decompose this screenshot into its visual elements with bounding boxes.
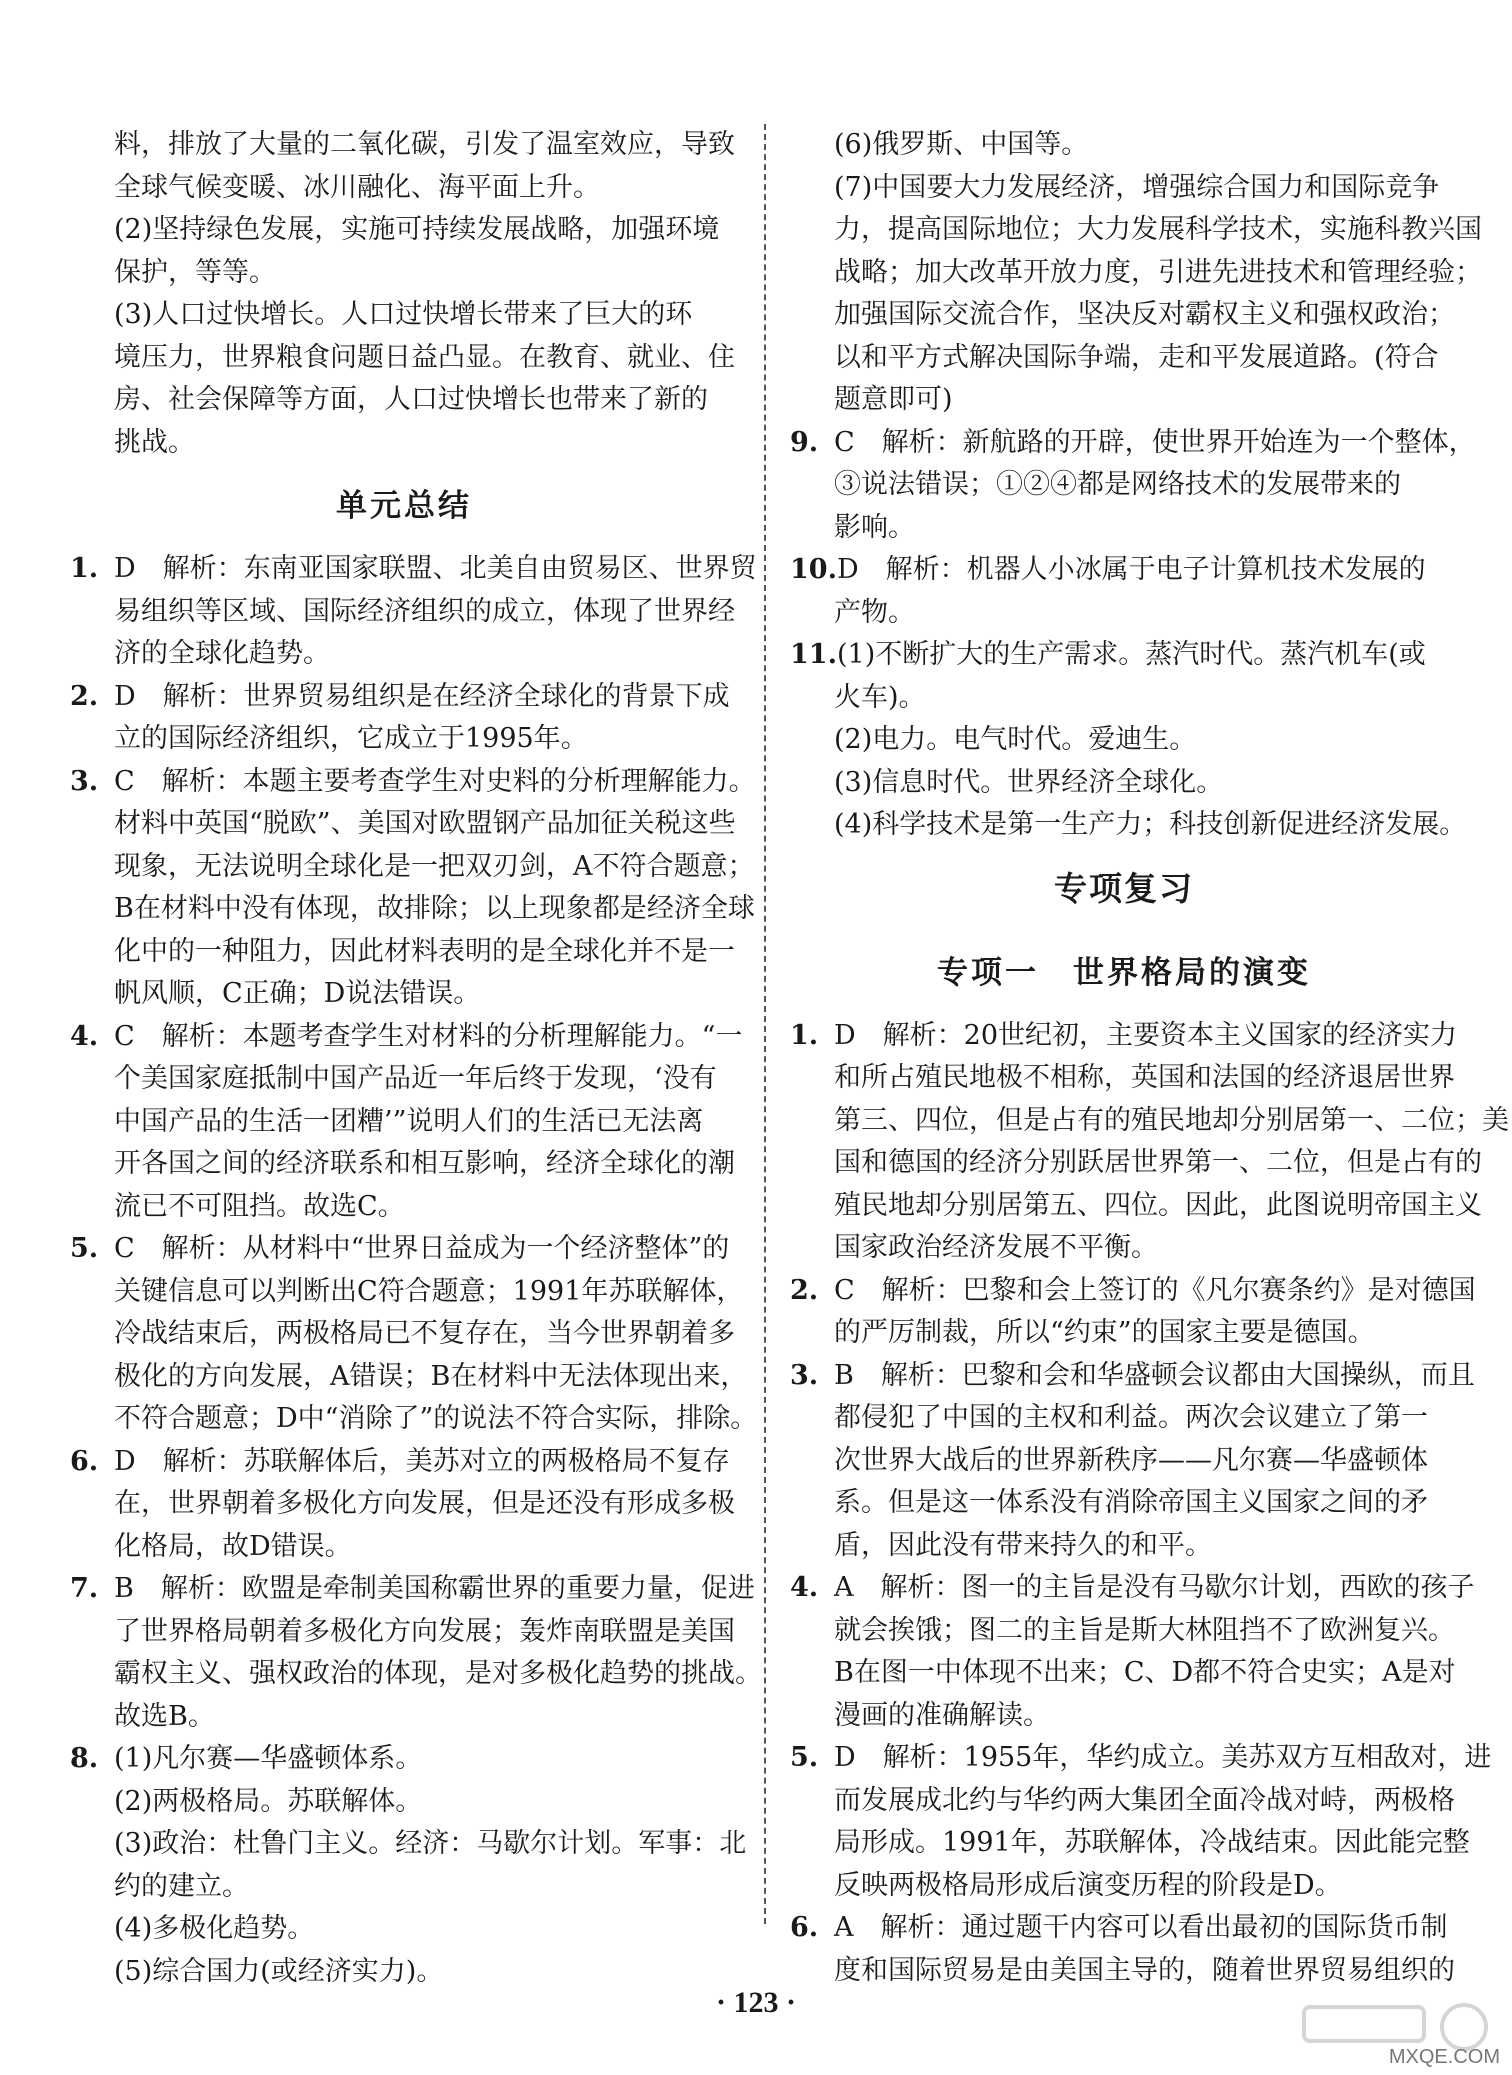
- text-line: [790, 592, 1458, 635]
- text-line: [790, 1227, 1458, 1270]
- text-line: [790, 1440, 1458, 1483]
- text-line: [790, 1525, 1458, 1568]
- line-text: B在材料中没有体现，故排除；以上现象都是经济全球: [114, 893, 755, 924]
- text-line: [790, 464, 1458, 507]
- line-text: D 解析：20世纪初，主要资本主义国家的经济实力: [834, 1019, 1458, 1051]
- line-text: 战略；加大改革开放力度，引进先进技术和管理经验；: [834, 256, 1482, 288]
- line-text: 个美国家庭抵制中国产品近一年后终于发现，‘没有: [114, 1063, 717, 1094]
- text-line: [70, 888, 755, 931]
- text-line: [70, 252, 738, 295]
- question-number: 7.: [70, 1573, 99, 1604]
- text-line: [70, 803, 738, 846]
- right-column: [790, 124, 1509, 1992]
- line-text: A 解析：通过题干内容可以看出最初的国际货币制: [834, 1912, 1448, 1943]
- text-line: [70, 1271, 744, 1314]
- text-line: [70, 1143, 738, 1186]
- line-text: 在，世界朝着多极化方向发展，但是还没有形成多极: [114, 1488, 735, 1519]
- text-line: [70, 1908, 738, 1951]
- text-line: [70, 1653, 762, 1696]
- section-heading: 专项一 世界格局的演变: [937, 954, 1311, 991]
- column-divider: [764, 124, 766, 1924]
- text-line: [790, 1312, 1458, 1355]
- text-line: [70, 422, 738, 465]
- line-text: 房、社会保障等方面，人口过快增长也带来了新的: [114, 384, 708, 415]
- question-number: 3.: [70, 765, 99, 797]
- text-line: [790, 422, 1476, 465]
- text-line: [70, 1398, 758, 1441]
- question-number: 11.: [790, 639, 837, 670]
- line-text: (3)信息时代。世界经济全球化。: [834, 766, 1224, 798]
- text-line: [790, 1610, 1458, 1653]
- line-text: 而发展成北约与华约两大集团全面冷战对峙，两极格: [834, 1784, 1455, 1816]
- line-text: D 解析：世界贸易组织是在经济全球化的背景下成: [114, 680, 730, 712]
- text-line: [70, 1356, 748, 1399]
- text-line: [70, 718, 738, 761]
- line-text: 产物。: [834, 596, 915, 628]
- line-text: 现象，无法说明全球化是一把双刃剑，A不符合题意；: [114, 850, 755, 882]
- text-line: [70, 1313, 738, 1356]
- line-text: (5)综合国力(或经济实力)。: [114, 1955, 444, 1987]
- text-line: [70, 1101, 738, 1144]
- text-line: [790, 1015, 1458, 1058]
- line-text: C 解析：巴黎和会上签订的《凡尔赛条约》是对德国: [834, 1274, 1476, 1306]
- text-line: [790, 1695, 1458, 1738]
- line-text: 故选B。: [114, 1700, 215, 1732]
- text-line: [70, 973, 738, 1016]
- line-text: (2)电力。电气时代。爱迪生。: [834, 724, 1197, 755]
- line-text: (3)政治：杜鲁门主义。经济：马歇尔计划。军事：北: [114, 1828, 747, 1859]
- question-number: 6.: [790, 1912, 819, 1943]
- text-line: [790, 507, 1458, 550]
- line-text: 力，提高国际地位；大力发展科学技术，实施科教兴国: [834, 214, 1482, 245]
- line-text: 国和德国的经济分别跃居世界第一、二位，但是占有的: [834, 1147, 1482, 1178]
- line-text: 材料中英国“脱欧”、美国对欧盟钢产品加征关税这些: [114, 808, 736, 839]
- text-line: [790, 804, 1467, 847]
- line-text: 和所占殖民地极不相称，英国和法国的经济退居世界: [834, 1062, 1455, 1093]
- text-line: [70, 1823, 747, 1866]
- line-text: 易组织等区域、国际经济组织的成立，体现了世界经: [114, 595, 735, 627]
- text-line: [70, 931, 738, 974]
- line-text: (4)多极化趋势。: [114, 1913, 315, 1944]
- text-line: [70, 1866, 738, 1909]
- line-text: ③说法错误；①②④都是网络技术的发展带来的: [834, 469, 1401, 500]
- text-line: [790, 1355, 1475, 1398]
- line-text: (7)中国要大力发展经济，增强综合国力和国际竞争: [834, 171, 1440, 203]
- question-number: 1.: [790, 1019, 819, 1051]
- line-text: (6)俄罗斯、中国等。: [834, 129, 1089, 160]
- text-line: [70, 1568, 755, 1611]
- text-line: [70, 294, 738, 337]
- line-text: 流已不可阻挡。故选C。: [114, 1190, 405, 1222]
- question-number: 6.: [70, 1445, 99, 1477]
- page-number: · 123 ·: [715, 1986, 796, 2019]
- text-line: [70, 1228, 738, 1271]
- text-line: [790, 167, 1458, 210]
- text-line: [70, 379, 738, 422]
- line-text: 就会挨饿；图二的主旨是斯大林阻挡不了欧洲复兴。: [834, 1614, 1455, 1646]
- line-text: (1)不断扩大的生产需求。蒸汽时代。蒸汽机车(或: [836, 639, 1426, 670]
- line-text: 化中的一种阻力，因此材料表明的是全球化并不是一: [114, 935, 735, 967]
- text-line: [790, 209, 1482, 252]
- text-line: [790, 124, 1458, 167]
- line-text: 开各国之间的经济联系和相互影响，经济全球化的潮: [114, 1148, 735, 1179]
- line-text: 殖民地却分别居第五、四位。因此，此图说明帝国主义: [834, 1189, 1482, 1221]
- line-text: 漫画的准确解读。: [834, 1699, 1050, 1731]
- text-line: [790, 677, 1458, 720]
- text-line: [790, 1907, 1458, 1950]
- line-text: 度和国际贸易是由美国主导的，随着世界贸易组织的: [834, 1954, 1455, 1986]
- text-line: [790, 634, 1458, 677]
- text-line: [70, 1483, 738, 1526]
- line-text: 影响。: [834, 511, 915, 543]
- text-line: [70, 1058, 738, 1101]
- text-line: [70, 676, 738, 719]
- text-line: [70, 1611, 738, 1654]
- text-line: [790, 1780, 1458, 1823]
- text-line: [790, 1057, 1458, 1100]
- text-line: [790, 1822, 1470, 1865]
- text-line: [70, 761, 756, 804]
- line-text: (1)凡尔赛—华盛顿体系。: [114, 1743, 423, 1774]
- line-text: A 解析：图一的主旨是没有马歇尔计划，西欧的孩子: [834, 1572, 1475, 1603]
- line-text: 盾，因此没有带来持久的和平。: [834, 1529, 1212, 1561]
- line-text: 关键信息可以判断出C符合题意；1991年苏联解体，: [114, 1275, 744, 1307]
- text-line: [790, 294, 1458, 337]
- text-line: [70, 1016, 743, 1059]
- text-line: [790, 1142, 1482, 1185]
- line-text: 反映两极格局形成后演变历程的阶段是D。: [834, 1869, 1342, 1901]
- line-text: C 解析：从材料中“世界日益成为一个经济整体”的: [114, 1233, 730, 1264]
- text-line: [70, 1696, 738, 1739]
- line-text: C 解析：本题考查学生对材料的分析理解能力。“一: [114, 1020, 743, 1052]
- text-line: [70, 209, 738, 252]
- line-text: D 解析：苏联解体后，美苏对立的两极格局不复存: [114, 1445, 730, 1477]
- question-number: 4.: [70, 1020, 99, 1052]
- text-line: [790, 1567, 1475, 1610]
- question-number: 10.: [790, 554, 837, 585]
- text-line: [70, 591, 738, 634]
- line-text: (4)科学技术是第一生产力；科技创新促进经济发展。: [834, 809, 1467, 840]
- text-line: [790, 549, 1458, 592]
- line-text: 以和平方式解决国际争端，走和平发展道路。(符合: [834, 341, 1439, 373]
- line-text: C 解析：新航路的开辟，使世界开始连为一个整体，: [834, 426, 1476, 458]
- text-line: [790, 1185, 1482, 1228]
- question-number: 4.: [790, 1572, 819, 1603]
- section-heading: 专项复习: [1054, 868, 1194, 908]
- text-line: [70, 337, 738, 380]
- line-text: 中国产品的生活一团糟’”说明人们的生活已无法离: [114, 1105, 704, 1137]
- text-line: [70, 167, 738, 210]
- text-line: [790, 1482, 1458, 1525]
- line-text: 都侵犯了中国的主权和利益。两次会议建立了第一: [834, 1402, 1428, 1433]
- line-text: B 解析：欧盟是牵制美国称霸世界的重要力量，促进: [114, 1573, 755, 1604]
- question-number: 3.: [790, 1359, 819, 1391]
- text-line: [70, 1781, 738, 1824]
- line-text: 不符合题意；D中“消除了”的说法不符合实际，排除。: [114, 1403, 758, 1434]
- text-line: [70, 1738, 738, 1781]
- text-line: [70, 548, 757, 591]
- line-text: 济的全球化趋势。: [114, 638, 330, 669]
- text-line: [70, 1526, 738, 1569]
- text-line: [790, 379, 1458, 422]
- line-text: 保护，等等。: [114, 256, 276, 288]
- text-line: [790, 1397, 1458, 1440]
- section-heading: 单元总结: [336, 488, 472, 524]
- text-line: [790, 1270, 1476, 1313]
- line-text: 全球气候变暖、冰川融化、海平面上升。: [114, 171, 600, 203]
- text-line: [70, 1441, 738, 1484]
- line-text: 国家政治经济发展不平衡。: [834, 1232, 1158, 1263]
- line-text: 了世界格局朝着多极化方向发展；轰炸南联盟是美国: [114, 1615, 735, 1647]
- text-line: [790, 252, 1482, 295]
- line-text: 挑战。: [114, 426, 195, 458]
- line-text: D 解析：机器人小冰属于电子计算机技术发展的: [836, 554, 1426, 585]
- question-number: 2.: [790, 1274, 819, 1306]
- text-line: [70, 846, 755, 889]
- line-text: 的严厉制裁，所以“约束”的国家主要是德国。: [834, 1317, 1375, 1348]
- line-text: 极化的方向发展，A错误；B在材料中无法体现出来，: [114, 1360, 748, 1392]
- line-text: 立的国际经济组织，它成立于1995年。: [114, 723, 588, 754]
- line-text: B在图一中体现不出来；C、D都不符合史实；A是对: [834, 1657, 1456, 1688]
- line-text: C 解析：本题主要考查学生对史料的分析理解能力。: [114, 765, 756, 797]
- watermark-text: MXQE.COM: [1388, 2046, 1500, 2068]
- line-text: 化格局，故D错误。: [114, 1530, 352, 1562]
- text-line: [790, 1737, 1492, 1780]
- text-line: [70, 633, 738, 676]
- question-number: 5.: [70, 1233, 99, 1264]
- question-number: 2.: [70, 680, 99, 712]
- text-line: [70, 124, 738, 167]
- text-line: [790, 719, 1458, 762]
- question-number: 1.: [70, 553, 99, 584]
- line-text: 题意即可): [834, 384, 953, 415]
- line-text: D 解析：1955年，华约成立。美苏双方互相敌对，进: [834, 1742, 1492, 1773]
- text-line: [790, 1100, 1509, 1143]
- line-text: 境压力，世界粮食问题日益凸显。在教育、就业、住: [114, 341, 735, 373]
- line-text: 次世界大战后的世界新秩序——凡尔赛—华盛顿体: [834, 1444, 1428, 1476]
- question-number: 5.: [790, 1742, 819, 1773]
- line-text: 料，排放了大量的二氧化碳，引发了温室效应，导致: [114, 129, 735, 160]
- question-number: 8.: [70, 1743, 99, 1774]
- line-text: 帆风顺，C正确；D说法错误。: [114, 978, 481, 1009]
- line-text: (3)人口过快增长。人口过快增长带来了巨大的环: [114, 299, 693, 330]
- line-text: (2)坚持绿色发展，实施可持续发展战略，加强环境: [114, 214, 720, 245]
- line-text: 约的建立。: [114, 1870, 249, 1902]
- line-text: 加强国际交流合作，坚决反对霸权主义和强权政治；: [834, 299, 1455, 330]
- question-number: 9.: [790, 426, 819, 458]
- line-text: 霸权主义、强权政治的体现，是对多极化趋势的挑战。: [114, 1658, 762, 1689]
- line-text: 系。但是这一体系没有消除帝国主义国家之间的矛: [834, 1487, 1428, 1518]
- text-line: [790, 337, 1458, 380]
- line-text: B 解析：巴黎和会和华盛顿会议都由大国操纵，而且: [834, 1359, 1475, 1391]
- line-text: (2)两极格局。苏联解体。: [114, 1785, 423, 1817]
- line-text: 局形成。1991年，苏联解体，冷战结束。因此能完整: [834, 1827, 1470, 1858]
- left-column: [70, 124, 762, 1993]
- line-text: D 解析：东南亚国家联盟、北美自由贸易区、世界贸: [114, 553, 757, 584]
- text-line: [70, 1186, 738, 1229]
- text-line: [790, 1865, 1458, 1908]
- line-text: 冷战结束后，两极格局已不复存在，当今世界朝着多: [114, 1318, 735, 1349]
- text-line: [790, 1652, 1458, 1695]
- line-text: 第三、四位，但是占有的殖民地却分别居第一、二位；美: [834, 1104, 1509, 1136]
- line-text: 火车)。: [834, 681, 926, 713]
- text-line: [790, 762, 1458, 805]
